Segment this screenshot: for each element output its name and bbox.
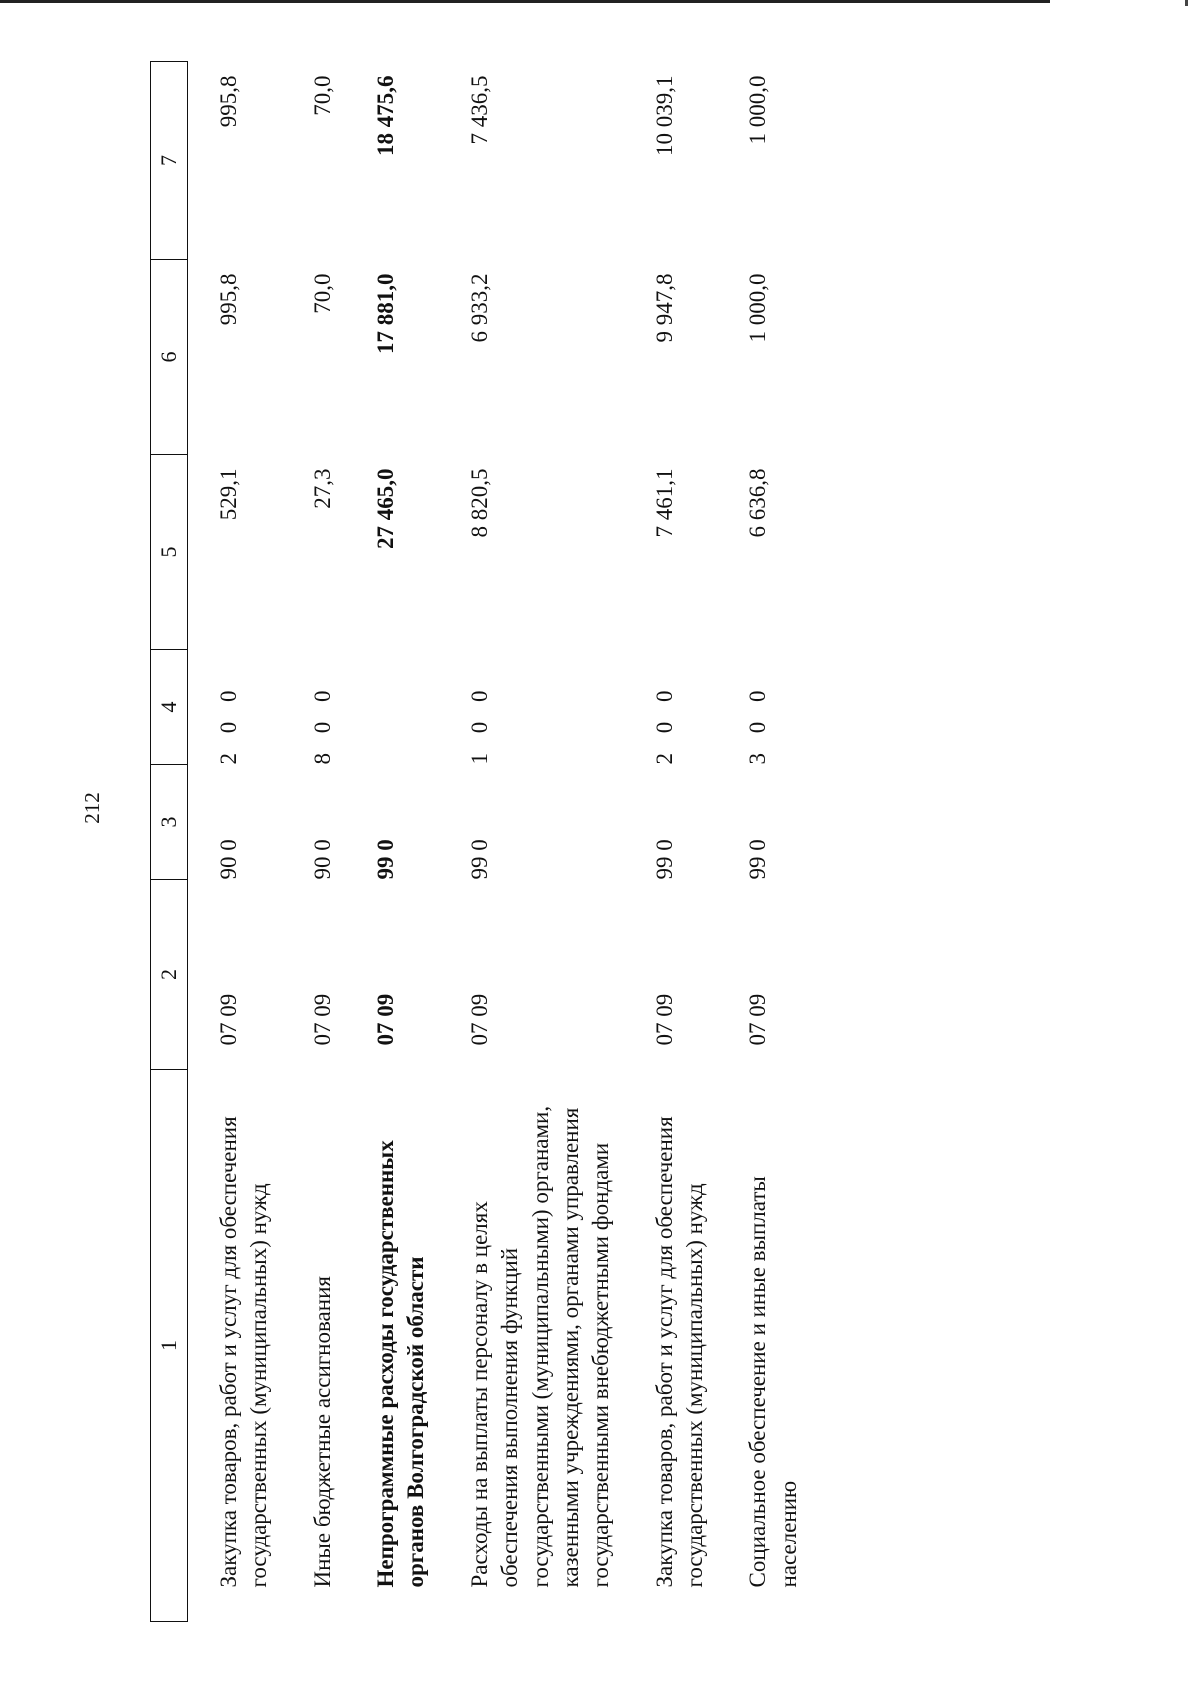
row-name: Непрограммные расходы государственных органов Волгоградской области — [373, 1140, 429, 1588]
row-expense-type: 3 0 0 — [745, 683, 771, 765]
row-section-code: 07 09 — [745, 993, 771, 1046]
row-amount-5: 6 636,8 — [745, 468, 771, 538]
column-number-header — [151, 62, 188, 1622]
table-row-subtotal — [371, 62, 432, 1622]
row-section-code: 07 09 — [373, 993, 399, 1046]
row-amount-7: 18 475,6 — [373, 75, 399, 156]
row-amount-6: 9 947,8 — [651, 273, 677, 343]
row-expense-type: 1 0 0 — [466, 683, 492, 765]
column-header-5: 5 — [151, 455, 188, 650]
row-expense-type: 2 0 0 — [216, 683, 241, 765]
row-program-code: 99 0 — [466, 839, 492, 880]
row-section-code: 07 09 — [309, 993, 335, 1046]
table-row — [465, 62, 617, 1622]
column-header-2: 2 — [151, 880, 188, 1070]
row-program-code: 90 0 — [216, 839, 241, 880]
row-amount-7: 995,8 — [216, 75, 241, 128]
row-amount-5: 529,1 — [216, 468, 241, 521]
budget-table — [150, 61, 804, 1622]
row-program-code: 99 0 — [651, 839, 677, 880]
table-row — [743, 62, 804, 1622]
row-section-code: 07 09 — [651, 993, 677, 1046]
row-name: Иные бюджетные ассигнования — [309, 1276, 335, 1588]
row-amount-5: 27 465,0 — [373, 468, 399, 549]
row-amount-6: 1 000,0 — [745, 273, 771, 343]
row-program-code: 99 0 — [745, 839, 771, 880]
row-amount-7: 1 000,0 — [745, 75, 771, 145]
column-header-6: 6 — [151, 260, 188, 455]
row-amount-6: 17 881,0 — [373, 273, 399, 354]
column-header-7: 7 — [151, 62, 188, 260]
row-section-code: 07 09 — [466, 993, 492, 1046]
row-amount-6: 6 933,2 — [466, 273, 492, 343]
table-row — [650, 62, 711, 1622]
budget-table-container — [150, 62, 804, 1622]
row-name: Закупка товаров, работ и услуг для обеспечения государственных (муниципальных) нужд — [651, 1116, 707, 1588]
row-amount-6: 995,8 — [216, 273, 241, 326]
column-header-3: 3 — [151, 765, 188, 880]
row-program-code: 90 0 — [309, 839, 335, 880]
row-amount-7: 70,0 — [309, 75, 335, 116]
row-name: Расходы на выплаты персоналу в целях обеспечения выполнения функций государственными (муниципальными) органами, казенными учреждениями, органами управления государственными внебюджетными фондами — [466, 1105, 614, 1588]
row-section-code: 07 09 — [216, 993, 241, 1046]
column-header-4: 4 — [151, 650, 188, 765]
row-amount-7: 10 039,1 — [651, 75, 677, 156]
page-number: 212 — [80, 792, 104, 824]
row-expense-type: 2 0 0 — [651, 683, 677, 765]
row-amount-5: 27,3 — [309, 468, 335, 509]
table-row — [214, 62, 275, 1622]
row-expense-type — [371, 650, 432, 765]
row-amount-5: 8 820,5 — [466, 468, 492, 538]
row-expense-type: 8 0 0 — [309, 683, 335, 765]
row-amount-7: 7 436,5 — [466, 75, 492, 145]
row-name: Закупка товаров, работ и услуг для обеспечения государственных (муниципальных) нужд — [216, 1116, 272, 1588]
table-row — [308, 62, 338, 1622]
row-amount-5: 7 461,1 — [651, 468, 677, 538]
row-name: Социальное обеспечение и иные выплаты населению — [745, 1176, 801, 1588]
row-program-code: 99 0 — [373, 839, 399, 880]
row-amount-6: 70,0 — [309, 273, 335, 314]
column-header-1: 1 — [151, 1070, 188, 1622]
